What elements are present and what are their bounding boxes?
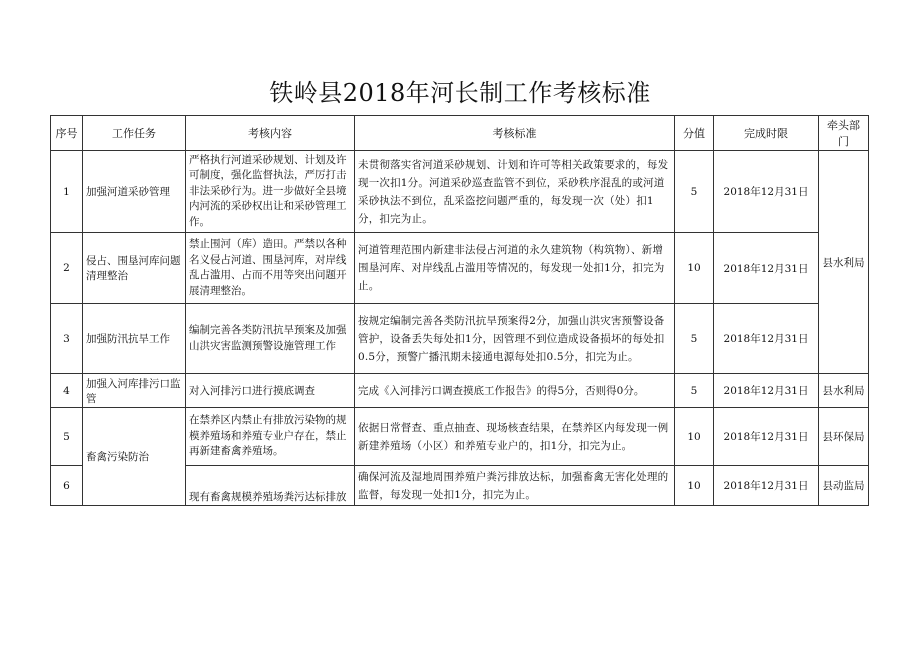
- assessment-table: [50, 115, 869, 506]
- table-row: [51, 233, 869, 304]
- row-content: 严格执行河道采砂规划、计划及许可制度，强化监督执法，严厉打击非法采砂行为。进一步做好全县境内河流的采砂权出让和采砂管理工作。: [186, 151, 355, 233]
- row-no: 5: [51, 408, 83, 466]
- row-task: 加强入河库排污口监管: [83, 374, 186, 408]
- header-task: 工作任务: [83, 116, 186, 151]
- table-row: [51, 374, 869, 408]
- row-score: 5: [675, 304, 714, 374]
- row-no: 2: [51, 233, 83, 304]
- row-task: 加强防汛抗旱工作: [83, 304, 186, 374]
- row-content: 在禁养区内禁止有排放污染物的规模养殖场和养殖专业户存在，禁止再新建畜禽养殖场。: [186, 408, 355, 466]
- row-task: 侵占、围垦河库问题清理整治: [83, 233, 186, 304]
- row-no: 3: [51, 304, 83, 374]
- row-deadline: 2018年12月31日: [714, 151, 819, 233]
- row-dept: 县动监局: [819, 466, 869, 506]
- header-score: 分值: [675, 116, 714, 151]
- table-row: [51, 151, 869, 233]
- header-no: 序号: [51, 116, 83, 151]
- row-dept: 县环保局: [819, 408, 869, 466]
- row-score: 10: [675, 408, 714, 466]
- header-deadline: 完成时限: [714, 116, 819, 151]
- row-standard: 未贯彻落实省河道采砂规划、计划和许可等相关政策要求的，每发现一次扣1分。河道采砂巡查监管不到位，采砂秩序混乱的或河道采砂执法不到位，乱采盗挖问题严重的，每发现一次（处）扣1分，扣完为止。: [355, 151, 675, 233]
- row-score: 5: [675, 374, 714, 408]
- row-no: 1: [51, 151, 83, 233]
- page-title: 铁岭县2018年河长制工作考核标准: [269, 79, 651, 107]
- row-deadline: 2018年12月31日: [714, 233, 819, 304]
- row-standard: 依据日常督查、重点抽查、现场核查结果，在禁养区内每发现一例新建养殖场（小区）和养殖专业户的，扣1分，扣完为止。: [355, 408, 675, 466]
- row-score: 10: [675, 233, 714, 304]
- table-row: [51, 408, 869, 466]
- row-score: 5: [675, 151, 714, 233]
- row-dept: 县水利局: [819, 151, 869, 374]
- row-no: 4: [51, 374, 83, 408]
- row-no: 6: [51, 466, 83, 506]
- row-content: 编制完善各类防汛抗旱预案及加强山洪灾害监测预警设施管理工作: [186, 304, 355, 374]
- row-deadline: 2018年12月31日: [714, 304, 819, 374]
- row-deadline: 2018年12月31日: [714, 466, 819, 506]
- row-score: 10: [675, 466, 714, 506]
- row-standard: 河道管理范围内新建非法侵占河道的永久建筑物（构筑物）、新增围垦河库、对岸线乱占滥用等情况的，每发现一处扣1分，扣完为止。: [355, 233, 675, 304]
- row-content: 现有畜禽规模养殖场粪污达标排放: [186, 466, 355, 506]
- table-header-row: [51, 116, 869, 151]
- row-content: 对入河排污口进行摸底调查: [186, 374, 355, 408]
- row-standard: 完成《入河排污口调查摸底工作报告》的得5分，否则得0分。: [355, 374, 675, 408]
- header-dept: 牵头部门: [819, 116, 869, 151]
- row-task: 加强河道采砂管理: [83, 151, 186, 233]
- table-row: [51, 304, 869, 374]
- row-standard: 确保河流及湿地周围养殖户粪污排放达标，加强畜禽无害化处理的监督，每发现一处扣1分，扣完为止。: [355, 466, 675, 506]
- row-deadline: 2018年12月31日: [714, 408, 819, 466]
- row-deadline: 2018年12月31日: [714, 374, 819, 408]
- row-dept: 县水利局: [819, 374, 869, 408]
- header-standard: 考核标准: [355, 116, 675, 151]
- row-standard: 按规定编制完善各类防汛抗旱预案得2分，加强山洪灾害预警设备管护，设备丢失每处扣1分，因管理不到位造成设备损坏的每处扣0.5分，预警广播汛期未接通电源每处扣0.5分，扣完为止。: [355, 304, 675, 374]
- row-content: 禁止围河（库）造田。严禁以各种名义侵占河道、围垦河库，对岸线乱占滥用、占而不用等突出问题开展清理整治。: [186, 233, 355, 304]
- header-content: 考核内容: [186, 116, 355, 151]
- row-task: 畜禽污染防治: [83, 408, 186, 506]
